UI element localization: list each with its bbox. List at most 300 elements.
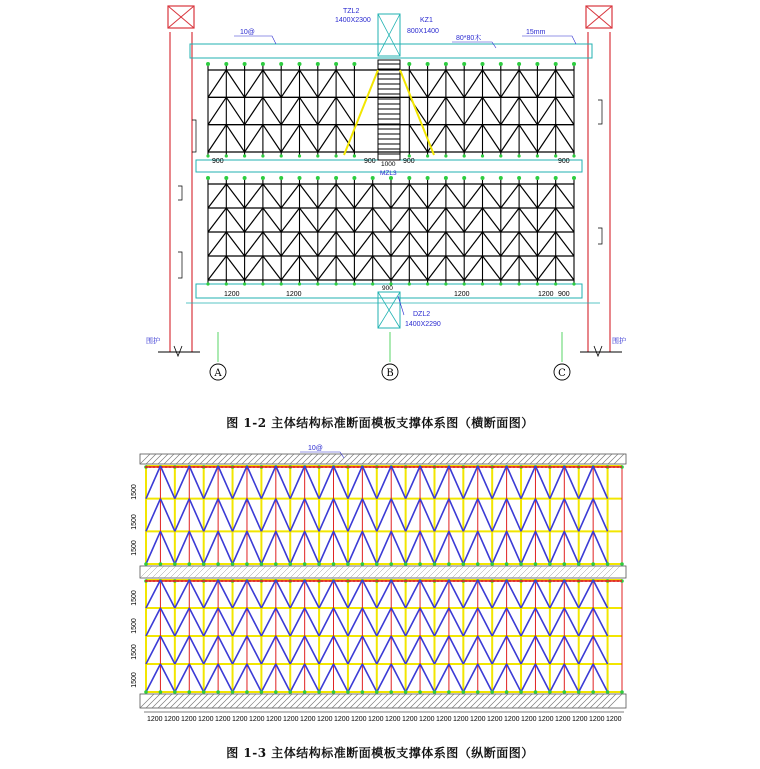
bearer-dot: [393, 580, 395, 582]
bearer-dot: [369, 466, 371, 468]
pole-foot-node: [591, 562, 595, 566]
hatch-line: [608, 694, 622, 708]
hatch-line: [332, 454, 342, 464]
bearer-dot: [349, 580, 351, 582]
dim-upper-center-mid: 1000: [381, 161, 396, 168]
diagonal-brace: [204, 664, 218, 692]
pole-foot-node: [216, 690, 220, 694]
diagonal-brace: [281, 232, 299, 256]
diagonal-brace: [305, 531, 319, 564]
hatch-line: [314, 454, 324, 464]
diagonal-brace: [501, 232, 519, 256]
bearer-dot: [441, 580, 443, 582]
hatch-line: [296, 694, 310, 708]
pole-head-node: [224, 176, 228, 180]
bearer-dot: [509, 580, 511, 582]
bearer-dot: [513, 580, 515, 582]
pole-foot-node: [518, 282, 521, 285]
diagonal-brace: [391, 636, 405, 664]
hatch-line: [500, 694, 514, 708]
diagonal-brace: [434, 664, 448, 692]
bearer-dot: [493, 580, 495, 582]
bearer-dot: [461, 466, 463, 468]
hatch-line: [518, 454, 528, 464]
diagonal-brace: [519, 208, 537, 232]
diagonal-brace: [189, 636, 203, 664]
hatch-line: [212, 694, 226, 708]
diagonal-brace: [464, 70, 482, 97]
diagonal-brace: [189, 580, 203, 608]
diagonal-brace: [501, 208, 519, 232]
pole-foot-node: [572, 154, 575, 157]
bearer-dot: [293, 466, 295, 468]
diagonal-brace: [319, 636, 333, 664]
bearer-dot: [197, 466, 199, 468]
bottom-dimension-text: 1200: [606, 716, 622, 723]
pole-foot-node: [288, 562, 292, 566]
bottom-dimension-text: 1200: [419, 716, 435, 723]
diagonal-brace: [478, 664, 492, 692]
diagonal-brace: [507, 580, 521, 608]
bottom-dimension-text: 1200: [368, 716, 384, 723]
pole-foot-node: [298, 154, 301, 157]
diagonal-brace: [334, 499, 348, 532]
diagonal-brace: [434, 466, 448, 499]
diagonal-brace: [428, 184, 446, 208]
hatch-line: [512, 694, 526, 708]
pole-head-node: [462, 176, 466, 180]
hatch-line: [602, 454, 612, 464]
pole-foot-node: [261, 154, 264, 157]
diagonal-brace: [319, 664, 333, 692]
diagonal-brace: [354, 256, 372, 280]
hatch-line: [248, 454, 258, 464]
hatch-line: [398, 694, 412, 708]
diagonal-brace: [226, 125, 244, 152]
diagonal-brace: [233, 608, 247, 636]
diagonal-brace: [428, 256, 446, 280]
hatch-line: [182, 694, 196, 708]
left-dimension-column: [131, 484, 138, 688]
pole-foot-node: [274, 690, 278, 694]
diagonal-brace: [362, 636, 376, 664]
diagonal-brace: [550, 664, 564, 692]
bearer-dot: [469, 466, 471, 468]
diagonal-brace: [261, 664, 275, 692]
diagonal-brace: [501, 97, 519, 124]
diagonal-brace: [483, 184, 501, 208]
bearer-dot: [433, 466, 435, 468]
pole-foot-node: [280, 154, 283, 157]
diagonal-brace: [478, 636, 492, 664]
diagonal-brace: [189, 499, 203, 532]
bearer-dot: [585, 580, 587, 582]
hatch-line: [302, 454, 312, 464]
diagonal-brace: [218, 466, 232, 499]
pole-foot-node: [216, 562, 220, 566]
hatch-line: [572, 454, 582, 464]
left-dimension-text: 1500: [131, 484, 138, 500]
diagonal-brace: [391, 466, 405, 499]
diagonal-brace: [377, 636, 391, 664]
diagonal-brace: [519, 70, 537, 97]
bearer-dot: [409, 580, 411, 582]
bottom-dimension-text: 1200: [198, 716, 214, 723]
diagonal-brace: [556, 256, 574, 280]
bearer-dot: [401, 466, 403, 468]
diagonal-brace: [463, 664, 477, 692]
bearer-dot: [353, 466, 355, 468]
bearer-dot: [557, 466, 559, 468]
hatch-line: [362, 454, 372, 464]
hatch-line: [464, 694, 478, 708]
dim-lower-3: 900: [382, 285, 393, 292]
pole-foot-node: [375, 690, 379, 694]
bottom-dimension-text: 1200: [470, 716, 486, 723]
bearer-dot: [285, 580, 287, 582]
bearer-dot: [409, 466, 411, 468]
diagonal-brace: [449, 608, 463, 636]
pole-head-node: [535, 62, 539, 66]
pole-head-node: [243, 62, 247, 66]
diagonal-brace: [446, 184, 464, 208]
bearer-dot: [293, 580, 295, 582]
bearer-dot: [269, 580, 271, 582]
bearer-dot: [521, 466, 523, 468]
hatch-line: [284, 454, 294, 464]
bearer-dot: [309, 466, 311, 468]
diagonal-brace: [535, 531, 549, 564]
diagonal-brace: [160, 466, 174, 499]
hatch-line: [290, 454, 300, 464]
bearer-dot: [201, 580, 203, 582]
bearer-dot: [349, 466, 351, 468]
diagonal-brace: [354, 232, 372, 256]
pole-foot-node: [245, 690, 249, 694]
diagonal-brace: [290, 664, 304, 692]
axis-bubble-c: [554, 364, 570, 380]
hatch-line: [248, 694, 262, 708]
hatch-line: [506, 454, 516, 464]
left-dimension-text: 1500: [131, 618, 138, 634]
bottom-dimension-text: 1200: [504, 716, 520, 723]
diagonal-brace: [409, 208, 427, 232]
longitudinal-section: [131, 445, 626, 723]
diagonal-brace: [276, 499, 290, 532]
bearer-dot: [169, 466, 171, 468]
pole-foot-node: [620, 562, 624, 566]
axis-bubble-a: [210, 364, 226, 380]
bearer-dot: [429, 466, 431, 468]
diagonal-brace: [247, 608, 261, 636]
diagonal-brace: [175, 499, 189, 532]
bearer-dot: [457, 466, 459, 468]
diagonal-brace: [579, 608, 593, 636]
pole-foot-node: [231, 562, 235, 566]
diagonal-brace: [550, 636, 564, 664]
pole-head-node: [481, 62, 485, 66]
tzl2-size: 1400X2300: [335, 17, 371, 24]
bearer-dot: [145, 580, 147, 582]
diagonal-brace: [521, 636, 535, 664]
hatch-line: [272, 694, 286, 708]
hatch-line: [278, 454, 288, 464]
diagonal-brace: [305, 499, 319, 532]
diagonal-brace: [319, 499, 333, 532]
hatch-line: [416, 454, 426, 464]
diagonal-brace: [226, 97, 244, 124]
hatch-line: [218, 694, 232, 708]
diagonal-brace: [261, 466, 275, 499]
diagonal-brace: [300, 184, 318, 208]
pole-foot-node: [426, 154, 429, 157]
pole-head-node: [554, 176, 558, 180]
hatch-line: [200, 454, 210, 464]
diagonal-brace: [334, 636, 348, 664]
bottom-dimension-text: 1200: [215, 716, 231, 723]
diagonal-brace: [420, 531, 434, 564]
bearer-dot: [469, 580, 471, 582]
tzl2-label: TZL2: [343, 8, 360, 15]
bearer-dot: [589, 466, 591, 468]
diagonal-brace: [478, 499, 492, 532]
hatch-line: [242, 454, 252, 464]
diagonal-brace: [564, 608, 578, 636]
pole-foot-node: [316, 154, 319, 157]
hatch-line: [542, 694, 556, 708]
diagonal-brace: [245, 232, 263, 256]
bearer-dot: [213, 466, 215, 468]
bearer-dot: [509, 466, 511, 468]
pole-foot-node: [274, 562, 278, 566]
column-kz1: [378, 14, 400, 160]
diagonal-brace: [449, 531, 463, 564]
hatch-line: [482, 454, 492, 464]
diagonal-brace: [564, 499, 578, 532]
hatch-line: [236, 694, 250, 708]
bearer-dot: [601, 580, 603, 582]
pole-foot-node: [346, 562, 350, 566]
diagonal-brace: [146, 664, 160, 692]
diagonal-brace: [373, 232, 391, 256]
bearer-dot: [437, 466, 439, 468]
dim-upper-center-right: 900: [403, 158, 415, 165]
hatch-line: [164, 454, 174, 464]
diagonal-brace: [420, 664, 434, 692]
column-kz1-ties: [378, 64, 400, 154]
diagonal-brace: [556, 184, 574, 208]
bearer-dot: [401, 580, 403, 582]
hatch-line: [380, 694, 394, 708]
diagonal-brace: [391, 580, 405, 608]
bearer-dot: [397, 466, 399, 468]
pole-foot-node: [225, 282, 228, 285]
diagonal-brace: [464, 256, 482, 280]
pole-head-node: [535, 176, 539, 180]
pipe-spec-label: 10@: [240, 29, 255, 36]
diagonal-brace: [189, 664, 203, 692]
bearer-dot: [377, 466, 379, 468]
hatch-line: [140, 694, 154, 708]
pole-head-node: [554, 62, 558, 66]
diagonal-brace: [446, 125, 464, 152]
diagonal-brace: [391, 499, 405, 532]
diagonal-brace: [579, 531, 593, 564]
hatch-line: [530, 454, 540, 464]
diagonal-brace: [146, 499, 160, 532]
bearer-dot: [269, 466, 271, 468]
pole-foot-node: [159, 562, 163, 566]
pole-head-node: [206, 62, 210, 66]
diagonal-brace: [233, 531, 247, 564]
hatch-line: [392, 694, 406, 708]
pole-foot-node: [490, 562, 494, 566]
left-dimension-text: 1500: [131, 514, 138, 530]
diagonal-brace: [409, 70, 427, 97]
bearer-dot: [149, 466, 151, 468]
diagonal-brace: [521, 466, 535, 499]
diagonal-brace: [537, 97, 555, 124]
bearer-dot: [201, 466, 203, 468]
hatch-line: [386, 454, 396, 464]
bottom-dimension-text: 1200: [249, 716, 265, 723]
diagonal-brace: [464, 208, 482, 232]
diagonal-brace: [175, 664, 189, 692]
bearer-dot: [265, 580, 267, 582]
diagonal-brace: [373, 256, 391, 280]
pole-foot-node: [298, 282, 301, 285]
hatch-line: [254, 454, 264, 464]
hatch-line: [494, 694, 508, 708]
pole-foot-node: [534, 690, 538, 694]
bearer-dot: [573, 466, 575, 468]
diagonal-brace: [160, 636, 174, 664]
pole-foot-node: [389, 562, 393, 566]
diagonal-brace: [300, 70, 318, 97]
dzl2-size: 1400X2290: [405, 321, 441, 328]
pole-head-node: [444, 176, 448, 180]
pole-foot-node: [361, 562, 365, 566]
diagonal-brace: [334, 531, 348, 564]
pole-head-node: [316, 176, 320, 180]
diagonal-brace: [160, 499, 174, 532]
bearer-dot: [369, 580, 371, 582]
axis-lines: [218, 332, 562, 362]
hatch-line: [530, 694, 544, 708]
diagonal-brace: [556, 70, 574, 97]
hatch-line: [440, 694, 454, 708]
hatch-line: [296, 454, 306, 464]
diagonal-brace: [290, 531, 304, 564]
diagonal-brace: [449, 466, 463, 499]
bottom-dimension-text: 1200: [402, 716, 418, 723]
bearer-dot: [549, 466, 551, 468]
bottom-soil-hatch: [140, 694, 626, 708]
hatch-line: [188, 694, 202, 708]
bearer-dot: [165, 466, 167, 468]
figure-1-caption: 图 1-2 主体结构标准断面模板支撑体系图（横断面图）: [226, 416, 534, 430]
diagonal-brace: [519, 232, 537, 256]
bearer-dot: [609, 466, 611, 468]
diagonal-brace: [319, 580, 333, 608]
left-wall-label: 围护: [146, 337, 160, 345]
bearer-dot: [405, 580, 407, 582]
bearer-dot: [497, 466, 499, 468]
bearer-dot: [197, 580, 199, 582]
hatch-line: [260, 454, 270, 464]
bearer-dot: [257, 580, 259, 582]
bearer-dot: [461, 580, 463, 582]
bearer-dot: [577, 580, 579, 582]
bearer-dot: [525, 466, 527, 468]
diagonal-brace: [319, 531, 333, 564]
bearer-dot: [397, 580, 399, 582]
hatch-line: [200, 694, 214, 708]
bearer-dot: [317, 580, 319, 582]
board-spec-label: 15mm: [526, 29, 546, 36]
hatch-line: [158, 694, 172, 708]
pole-foot-node: [371, 282, 374, 285]
hatch-line: [188, 454, 198, 464]
diagonal-brace: [146, 531, 160, 564]
diagonal-brace: [391, 531, 405, 564]
pole-foot-node: [144, 562, 148, 566]
bearer-dot: [237, 580, 239, 582]
bearer-dot: [165, 580, 167, 582]
bearer-dot: [265, 466, 267, 468]
diagonal-brace: [208, 70, 226, 97]
bearer-dot: [601, 466, 603, 468]
hatch-line: [476, 454, 486, 464]
bottom-dimension-text: 1200: [453, 716, 469, 723]
diagonal-brace: [305, 636, 319, 664]
bearer-dot: [617, 580, 619, 582]
bearer-dot: [457, 580, 459, 582]
diagonal-brace: [373, 208, 391, 232]
dim-upper-right: 900: [558, 158, 570, 165]
hatch-line: [308, 454, 318, 464]
pole-foot-node: [563, 562, 567, 566]
diagonal-brace: [245, 70, 263, 97]
hatch-line: [410, 694, 424, 708]
diagonal-brace: [263, 184, 281, 208]
left-dimension-text: 1500: [131, 590, 138, 606]
top-soil-hatch: [140, 454, 626, 464]
hatch-line: [152, 454, 162, 464]
diagonal-brace: [507, 466, 521, 499]
bearer-dot: [445, 466, 447, 468]
hatch-line: [218, 454, 228, 464]
hatch-line: [554, 694, 568, 708]
diagonal-brace: [564, 580, 578, 608]
diagonal-brace: [391, 664, 405, 692]
hatch-line: [458, 454, 468, 464]
diagonal-brace: [290, 466, 304, 499]
diagonal-brace: [305, 664, 319, 692]
pole-foot-node: [563, 690, 567, 694]
bearer-dot: [249, 466, 251, 468]
bearer-dot: [413, 580, 415, 582]
bearer-dot: [237, 466, 239, 468]
bearer-dot: [525, 580, 527, 582]
hatch-line: [314, 694, 328, 708]
left-dimension-text: 1500: [131, 644, 138, 660]
diagonal-brace: [247, 466, 261, 499]
pole-head-node: [426, 176, 430, 180]
bearer-dot: [609, 580, 611, 582]
diagonal-brace: [391, 184, 409, 208]
diagonal-brace: [556, 97, 574, 124]
